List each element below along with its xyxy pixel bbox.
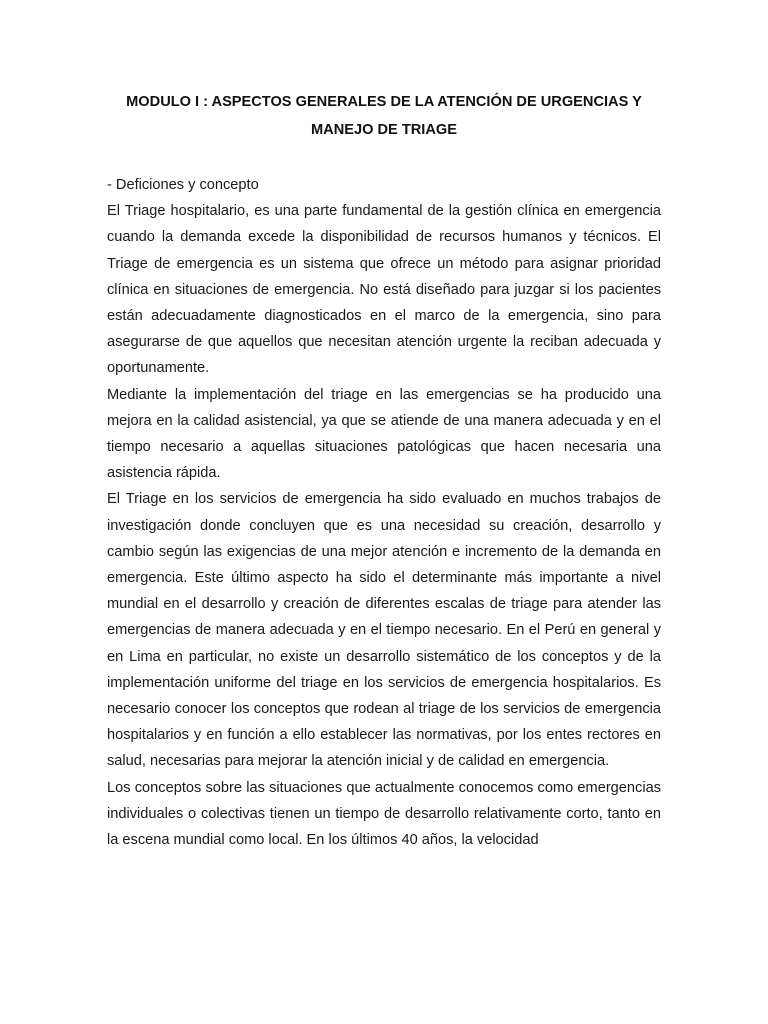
section-subheading: - Deficiones y concepto bbox=[107, 177, 259, 193]
paragraph-2: Mediante la implementación del triage en las emergencias se ha producido una mejora en la calidad asistencial, ya que se atiende de una manera adecuada y en el tiempo necesario a aquellas situaciones patológicas que hacen necesaria una asistencia rápida. bbox=[107, 386, 661, 482]
title-line-1: MODULO I : ASPECTOS GENERALES DE LA ATENCIÓN DE URGENCIAS Y bbox=[126, 94, 642, 110]
paragraph-3: El Triage en los servicios de emergencia ha sido evaluado en muchos trabajos de investigación donde concluyen que es una necesidad su creación, desarrollo y cambio según las exigencias de una mejor atención e incremento de la demanda en emergencia. Este último aspecto ha sido el determinante más importante a nivel mundial en el desarrollo y creación de diferentes escalas de triage para atender las emergencias de manera adecuada y en el tiempo necesario. En el Perú en general y en Lima en particular, no existe un desarrollo sistemático de los conceptos y de la implementación uniforme del triage en los servicios de emergencia hospitalarios. Es necesario conocer los conceptos que rodean al triage de los servicios de emergencia hospitalarios y en función a ello establecer las normativas, por los entes rectores en salud, necesarias para mejorar la atención inicial y de calidad en emergencia. bbox=[107, 491, 661, 770]
paragraph-4: Los conceptos sobre las situaciones que actualmente conocemos como emergencias individuales o colectivas tienen un tiempo de desarrollo relativamente corto, tanto en la escena mundial como local. En los últimos 40 años, la velocidad bbox=[107, 779, 661, 849]
page-title bbox=[107, 88, 661, 144]
paragraph-1: El Triage hospitalario, es una parte fundamental de la gestión clínica en emergencia cuando la demanda excede la disponibilidad de recursos humanos y técnicos. El Triage de emergencia es un sistema que ofrece un método para asignar prioridad clínica en situaciones de emergencia. No está diseñado para juzgar si los pacientes están adecuadamente diagnosticados en el marco de la emergencia, sino para asegurarse de que aquellos que necesitan atención urgente la reciban adecuada y oportunamente. bbox=[107, 203, 661, 377]
title-line-2: MANEJO DE TRIAGE bbox=[311, 122, 457, 138]
